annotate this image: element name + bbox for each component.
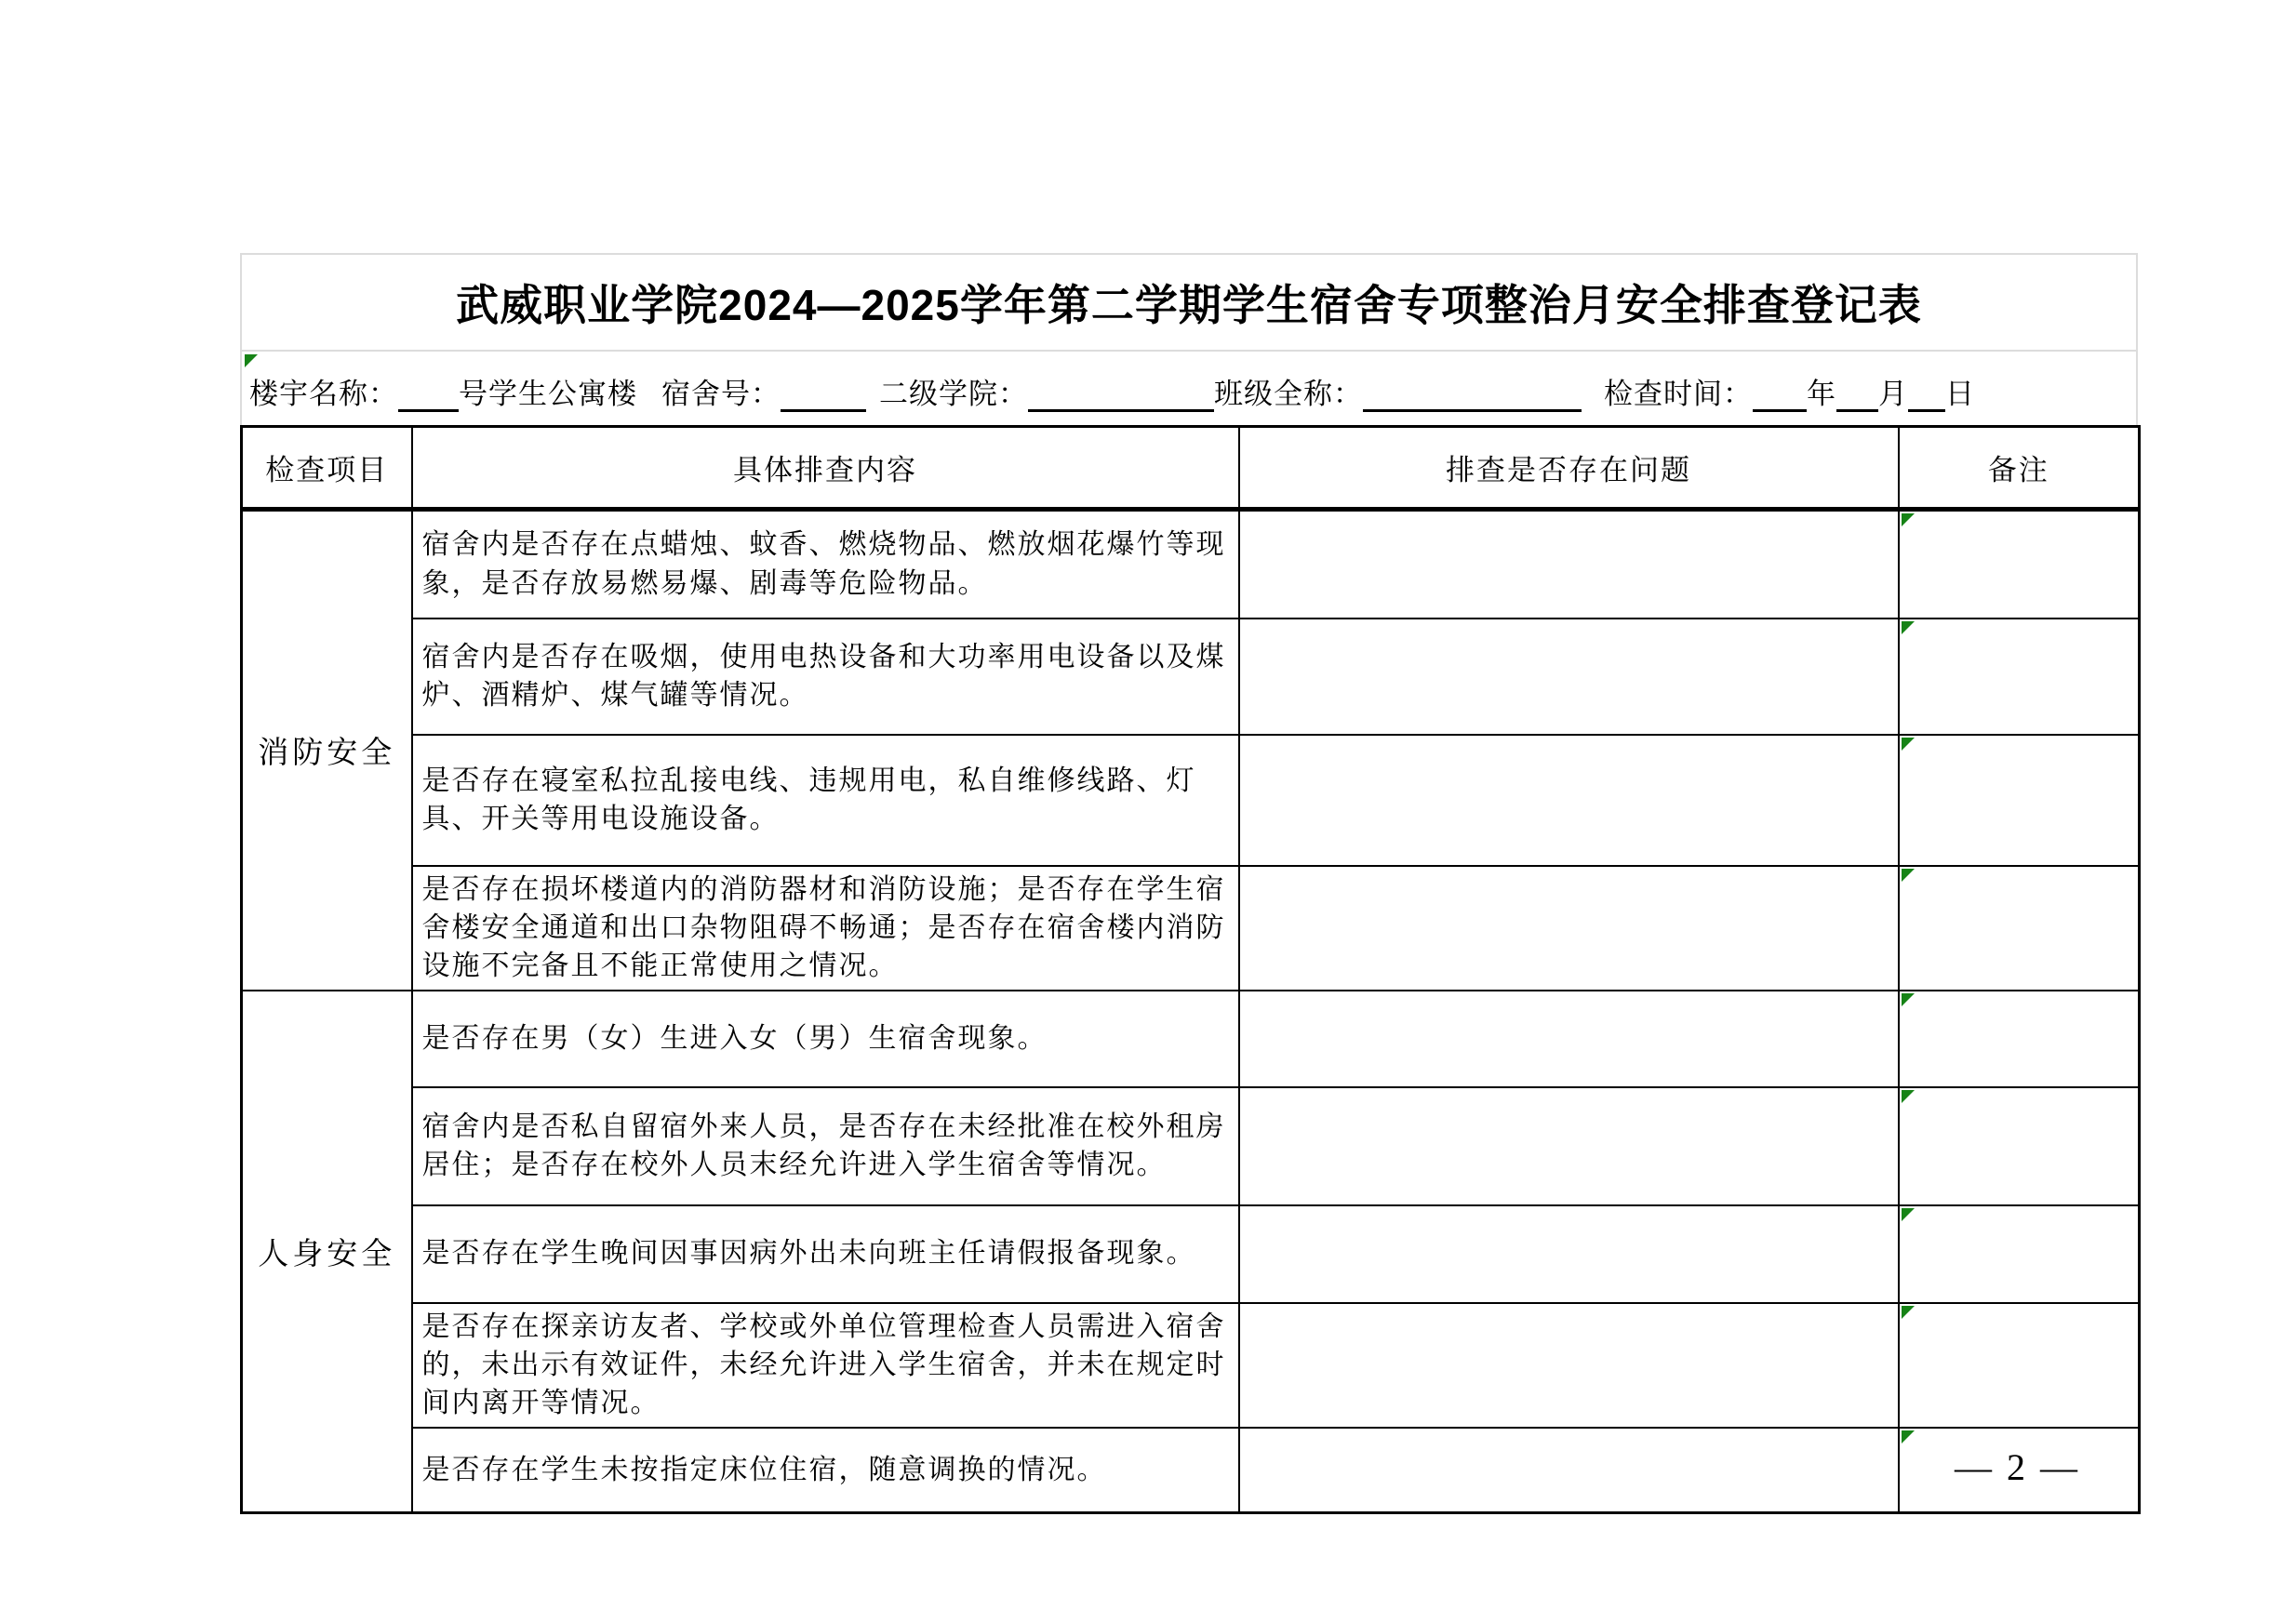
field-gap — [637, 403, 661, 404]
problem-entry-cell[interactable] — [1239, 619, 1899, 735]
table-row — [242, 735, 2140, 866]
category-cell: 消防安全 — [242, 510, 412, 991]
field-label: 月 — [1878, 378, 1908, 410]
form-fields — [249, 370, 1975, 412]
field-label: 楼宇名称： — [249, 378, 398, 410]
table-row — [242, 510, 2140, 619]
field-label: 号学生公寓楼 — [459, 378, 637, 410]
category-cell: 人身安全 — [242, 991, 412, 1513]
blank-fill-field[interactable] — [1028, 380, 1214, 412]
inspection-content-cell: 是否存在损坏楼道内的消防器材和消防设施；是否存在学生宿舍楼安全通道和出口杂物阻碍不畅通；是否存在宿舍楼内消防设施不完备且不能正常使用之情况。 — [412, 866, 1239, 991]
field-label: 日 — [1945, 378, 1975, 410]
field-label: 宿舍号： — [661, 378, 781, 410]
inspection-table — [240, 425, 2141, 1514]
problem-entry-cell[interactable] — [1239, 1087, 1899, 1205]
column-header-4: 备注 — [1899, 427, 2140, 510]
field-gap — [866, 403, 879, 404]
remark-entry-cell[interactable] — [1899, 735, 2140, 866]
table-row — [242, 619, 2140, 735]
field-label: 年 — [1807, 378, 1836, 410]
page-title: 武威职业学院2024—2025学年第二学期学生宿舍专项整治月安全排查登记表 — [456, 281, 1922, 329]
table-row — [242, 1428, 2140, 1513]
blank-fill-field[interactable] — [1753, 380, 1807, 412]
cell-flag-icon — [1902, 1306, 1915, 1319]
inspection-content-cell: 是否存在男（女）生进入女（男）生宿舍现象。 — [412, 991, 1239, 1087]
problem-entry-cell[interactable] — [1239, 991, 1899, 1087]
page-number: — 2 — — [1955, 1446, 2080, 1488]
form-fields-row — [240, 350, 2138, 425]
problem-entry-cell[interactable] — [1239, 735, 1899, 866]
table-row — [242, 866, 2140, 991]
column-header-2: 具体排查内容 — [412, 427, 1239, 510]
cell-flag-icon — [1902, 738, 1915, 751]
remark-entry-cell[interactable] — [1899, 991, 2140, 1087]
inspection-content-cell: 是否存在寝室私拉乱接电线、违规用电，私自维修线路、灯具、开关等用电设施设备。 — [412, 735, 1239, 866]
remark-entry-cell[interactable] — [1899, 1087, 2140, 1205]
remark-entry-cell[interactable] — [1899, 510, 2140, 619]
field-label: 班级全称： — [1214, 378, 1363, 410]
inspection-content-cell: 是否存在学生未按指定床位住宿，随意调换的情况。 — [412, 1428, 1239, 1513]
problem-entry-cell[interactable] — [1239, 510, 1899, 619]
cell-flag-icon — [245, 354, 258, 367]
cell-flag-icon — [1902, 869, 1915, 882]
column-header-1: 检查项目 — [242, 427, 412, 510]
problem-entry-cell[interactable] — [1239, 1303, 1899, 1428]
blank-fill-field[interactable] — [1908, 380, 1945, 412]
cell-flag-icon — [1902, 1208, 1915, 1221]
field-label: 二级学院： — [879, 378, 1028, 410]
problem-entry-cell[interactable] — [1239, 1428, 1899, 1513]
remark-entry-cell[interactable] — [1899, 1205, 2140, 1303]
table-row — [242, 991, 2140, 1087]
table-row — [242, 1303, 2140, 1428]
table-row — [242, 1087, 2140, 1205]
title-cell — [240, 253, 2138, 350]
cell-flag-icon — [1902, 1430, 1915, 1443]
inspection-content-cell: 宿舍内是否存在吸烟，使用电热设备和大功率用电设备以及煤炉、酒精炉、煤气罐等情况。 — [412, 619, 1239, 735]
blank-fill-field[interactable] — [1363, 380, 1582, 412]
field-label: 检查时间： — [1604, 378, 1753, 410]
blank-fill-field[interactable] — [398, 380, 459, 412]
inspection-content-cell: 宿舍内是否私自留宿外来人员，是否存在未经批准在校外租房居住；是否存在校外人员末经允许进入学生宿舍等情况。 — [412, 1087, 1239, 1205]
inspection-content-cell: 是否存在探亲访友者、学校或外单位管理检查人员需进入宿舍的，未出示有效证件，未经允许进入学生宿舍，并未在规定时间内离开等情况。 — [412, 1303, 1239, 1428]
remark-entry-cell[interactable] — [1899, 866, 2140, 991]
blank-fill-field[interactable] — [781, 380, 866, 412]
inspection-content-cell: 是否存在学生晚间因事因病外出未向班主任请假报备现象。 — [412, 1205, 1239, 1303]
table-row — [242, 1205, 2140, 1303]
column-header-3: 排查是否存在问题 — [1239, 427, 1899, 510]
cell-flag-icon — [1902, 621, 1915, 634]
remark-entry-cell[interactable] — [1899, 619, 2140, 735]
problem-entry-cell[interactable] — [1239, 1205, 1899, 1303]
inspection-content-cell: 宿舍内是否存在点蜡烛、蚊香、燃烧物品、燃放烟花爆竹等现象，是否存放易燃易爆、剧毒等危险物品。 — [412, 510, 1239, 619]
cell-flag-icon — [1902, 513, 1915, 526]
problem-entry-cell[interactable] — [1239, 866, 1899, 991]
cell-flag-icon — [1902, 1090, 1915, 1103]
blank-fill-field[interactable] — [1836, 380, 1878, 412]
cell-flag-icon — [1902, 993, 1915, 1006]
remark-entry-cell[interactable] — [1899, 1303, 2140, 1428]
field-gap — [1582, 403, 1604, 404]
